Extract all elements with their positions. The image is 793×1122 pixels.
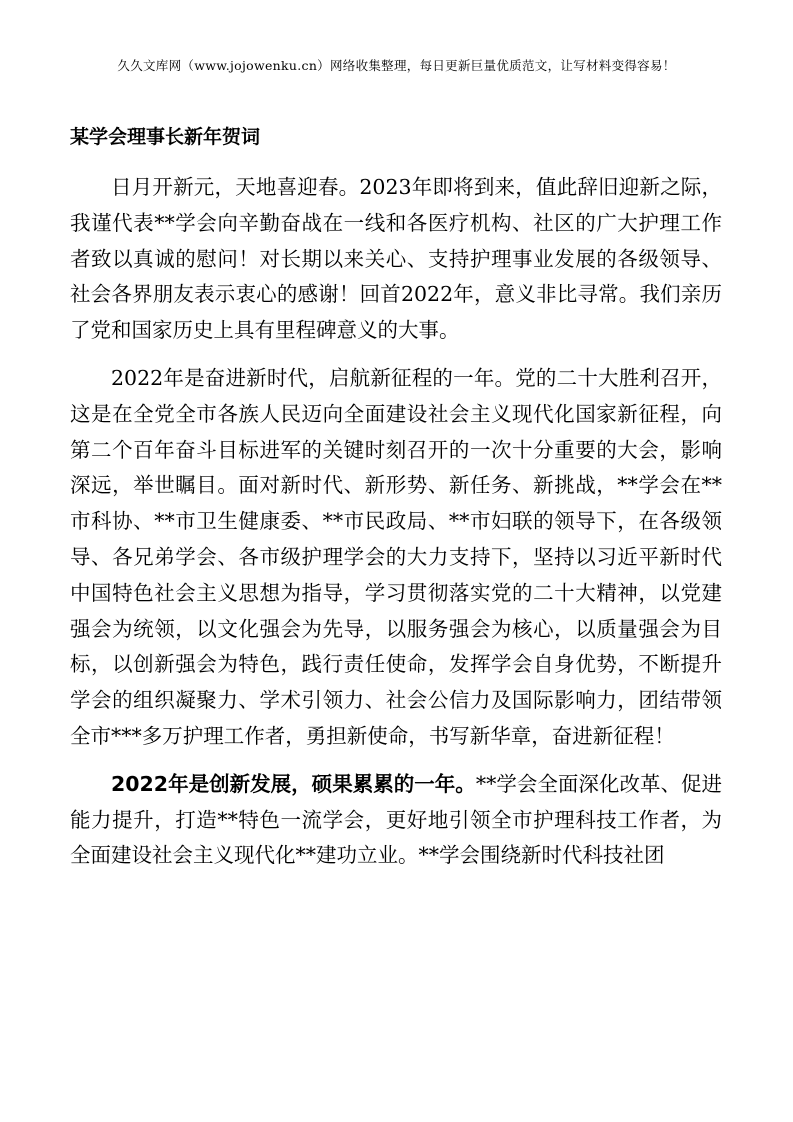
- document-body: [70, 170, 722, 886]
- paragraph-2: 2022年是奋进新时代，启航新征程的一年。党的二十大胜利召开，这是在全党全市各族人民迈向全面建设社会主义现代化国家新征程，向第二个百年奋斗目标进军的关键时刻召开的一次十分重要的大会，影响深远，举世瞩目。面对新时代、新形势、新任务、新挑战，**学会在**市科协、**市卫生健康委、**市民政局、**市妇联的领导下，在各级领导、各兄弟学会、各市级护理学会的大力支持下，坚持以习近平新时代中国特色社会主义思想为指导，学习贯彻落实党的二十大精神，以党建强会为统领，以文化强会为先导，以服务强会为核心，以质量强会为目标，以创新强会为特色，践行责任使命，发挥学会自身优势，不断提升学会的组织凝聚力、学术引领力、社会公信力及国际影响力，团结带领全市***多万护理工作者，勇担新使命，书写新华章，奋进新征程！: [70, 365, 722, 748]
- paragraph-3-lead: 2022年是创新发展，硕果累累的一年。: [111, 771, 476, 796]
- site-header: 久久文库网（www.jojowenku.cn）网络收集整理，每日更新巨量优质范文，让写材料变得容易！: [117, 58, 676, 73]
- document-title: 某学会理事长新年贺词: [70, 126, 261, 148]
- paragraph-3-text: **学会全面深化改革、促进能力提升，打造**特色一流学会，更好地引领全市护理科技工作者，为全面建设社会主义现代化**建功立业。**学会围绕新时代科技社团: [70, 771, 723, 868]
- paragraph-3: [70, 767, 722, 874]
- paragraph-1: 日月开新元，天地喜迎春。2023年即将到来，值此辞旧迎新之际，我谨代表**学会向辛勤奋战在一线和各医疗机构、社区的广大护理工作者致以真诚的慰问！对长期以来关心、支持护理事业发展的各级领导、社会各界朋友表示衷心的感谢！回首2022年，意义非比寻常。我们亲历了党和国家历史上具有里程碑意义的大事。: [70, 175, 722, 343]
